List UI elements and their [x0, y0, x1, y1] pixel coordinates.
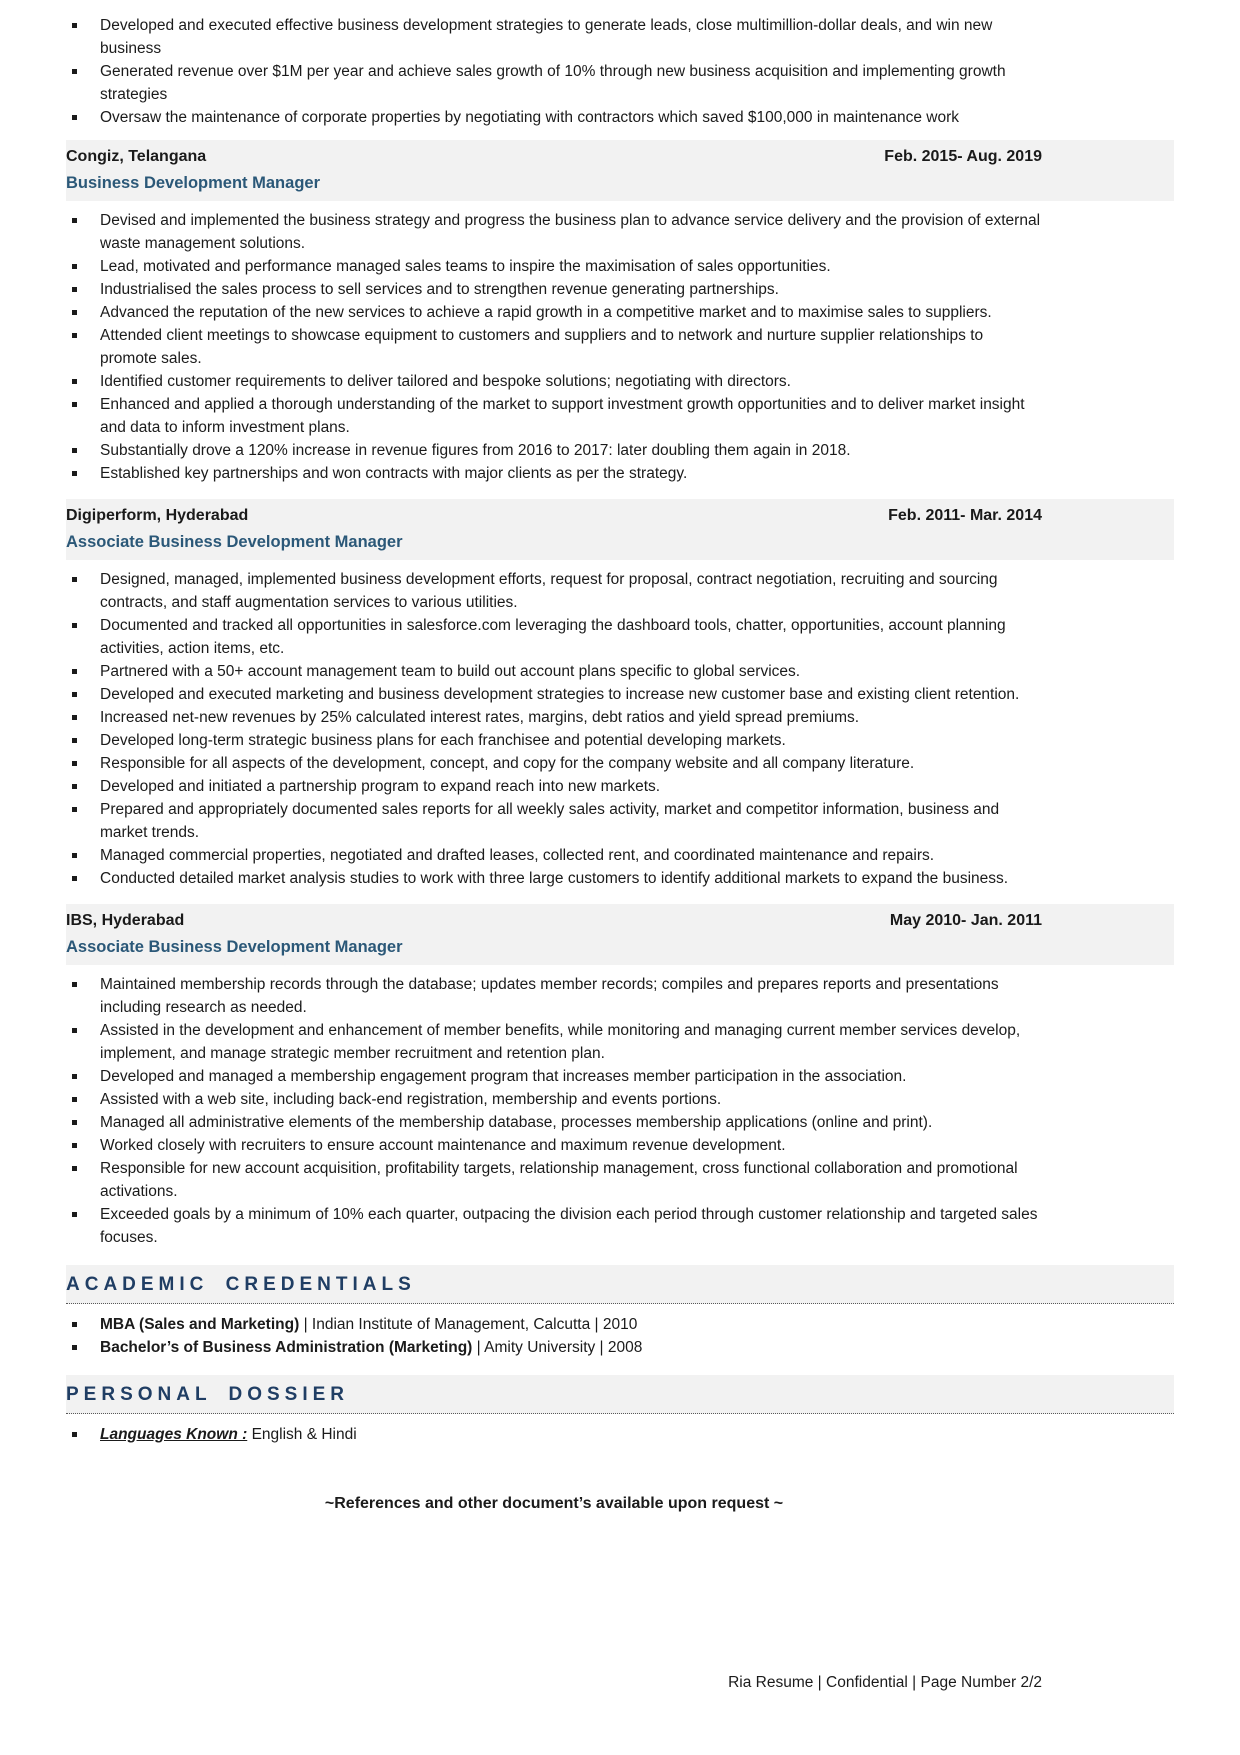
job-dates: Feb. 2015- Aug. 2019 [884, 148, 1042, 165]
bullet-square-icon [72, 379, 77, 384]
bullet-square-icon [72, 761, 77, 766]
job-header-row [66, 146, 1174, 168]
bullet-text: Established key partnerships and won contracts with major clients as per the strategy. [100, 465, 688, 482]
bullet-item [66, 568, 1042, 614]
job-title: Associate Business Development Manager [66, 938, 403, 956]
bullet-item [66, 844, 1042, 867]
bullet-square-icon [72, 69, 77, 74]
credential-item [66, 1313, 1042, 1336]
bullet-text: Developed and executed effective business development strategies to generate leads, close multimillion-dollar deals, and win new business [100, 17, 993, 57]
bullet-square-icon [72, 1143, 77, 1148]
company-name: IBS, Hyderabad [66, 912, 185, 929]
bullet-item [66, 209, 1042, 255]
bullet-item [66, 1203, 1042, 1249]
bullet-text: Designed, managed, implemented business development efforts, request for proposal, contract negotiation, recruiting and sourcing contracts, and staff augmentation services to various utilities. [100, 571, 998, 611]
bullet-item [66, 1134, 1042, 1157]
bullet-text: Developed long-term strategic business plans for each franchisee and potential developing markets. [100, 732, 786, 749]
bullet-square-icon [72, 692, 77, 697]
bullet-square-icon [72, 715, 77, 720]
bullet-item [66, 462, 1042, 485]
bullet-square-icon [72, 115, 77, 120]
bullet-text: Documented and tracked all opportunities in salesforce.com leveraging the dashboard tools, chatter, opportunities, account planning activities, action items, etc. [100, 617, 1006, 657]
bullet-text: Identified customer requirements to deliver tailored and bespoke solutions; negotiating with directors. [100, 373, 791, 390]
bullet-square-icon [72, 264, 77, 269]
bullet-item [66, 278, 1042, 301]
bullet-text: Enhanced and applied a thorough understanding of the market to support investment growth opportunities and to deliver market insight and data to inform investment plans. [100, 396, 1025, 436]
bullet-item [66, 393, 1042, 439]
bullet-square-icon [72, 669, 77, 674]
bullet-square-icon [72, 1028, 77, 1033]
bullet-item [66, 614, 1042, 660]
bullet-item [66, 660, 1042, 683]
degree-details: | Indian Institute of Management, Calcutta | 2010 [303, 1316, 638, 1333]
dossier-list [66, 1423, 1042, 1446]
bullet-item [66, 1157, 1042, 1203]
job-bullet-list [66, 973, 1042, 1249]
bullet-item [66, 1088, 1042, 1111]
credential-text [100, 1316, 637, 1333]
bullet-square-icon [72, 218, 77, 223]
job-title: Associate Business Development Manager [66, 533, 403, 551]
bullet-square-icon [72, 402, 77, 407]
bullet-item [66, 106, 1042, 129]
credential-text [100, 1339, 642, 1356]
bullet-text: Conducted detailed market analysis studies to work with three large customers to identify additional markets to expand the business. [100, 870, 1009, 887]
bullet-item [66, 255, 1042, 278]
bullet-square-icon [72, 876, 77, 881]
bullet-text: Lead, motivated and performance managed sales teams to inspire the maximisation of sales opportunities. [100, 258, 831, 275]
bullet-text: Developed and initiated a partnership program to expand reach into new markets. [100, 778, 661, 795]
bullet-square-icon [72, 448, 77, 453]
bullet-item [66, 324, 1042, 370]
job-header [66, 499, 1174, 560]
bullet-square-icon [72, 287, 77, 292]
job-header [66, 140, 1174, 201]
bullet-text: Assisted in the development and enhancement of member benefits, while monitoring and managing current member services develop, implement, and manage strategic member recruitment and retention plan. [100, 1022, 1021, 1062]
bullet-square-icon [72, 1345, 77, 1350]
bullet-item [66, 683, 1042, 706]
job-title: Business Development Manager [66, 174, 320, 192]
job-bullet-list [66, 209, 1042, 485]
bullet-item [66, 14, 1042, 60]
bullet-text: Partnered with a 50+ account management team to build out account plans specific to global services. [100, 663, 801, 680]
bullet-square-icon [72, 23, 77, 28]
bullet-item [66, 729, 1042, 752]
bullet-text: Increased net-new revenues by 25% calculated interest rates, margins, debt ratios and yield spread premiums. [100, 709, 860, 726]
bullet-square-icon [72, 807, 77, 812]
bullet-square-icon [72, 1432, 77, 1437]
bullet-text: Managed commercial properties, negotiated and drafted leases, collected rent, and coordinated maintenance and repairs. [100, 847, 935, 864]
degree-details: | Amity University | 2008 [476, 1339, 643, 1356]
bullet-text: Devised and implemented the business strategy and progress the business plan to advance service delivery and the provision of external waste management solutions. [100, 212, 1041, 252]
bullet-item [66, 439, 1042, 462]
bullet-square-icon [72, 1120, 77, 1125]
company-name: Congiz, Telangana [66, 148, 207, 165]
bullet-square-icon [72, 310, 77, 315]
bullet-square-icon [72, 1322, 77, 1327]
company-name: Digiperform, Hyderabad [66, 507, 249, 524]
bullet-item [66, 370, 1042, 393]
bullet-text: Oversaw the maintenance of corporate properties by negotiating with contractors which saved $100,000 in maintenance work [100, 109, 960, 126]
bullet-item [66, 1019, 1042, 1065]
degree-name: Bachelor’s of Business Administration (Marketing) [100, 1339, 473, 1356]
bullet-text: Responsible for new account acquisition, profitability targets, relationship management, cross functional collaboration and promotional activations. [100, 1160, 1018, 1200]
bullet-item [66, 1065, 1042, 1088]
bullet-text: Prepared and appropriately documented sales reports for all weekly sales activity, market and competitor information, business and market trends. [100, 801, 1000, 841]
bullet-square-icon [72, 577, 77, 582]
bullet-item [66, 1111, 1042, 1134]
bullet-square-icon [72, 1097, 77, 1102]
bullet-item [66, 706, 1042, 729]
job-section-digiperform [66, 499, 1174, 890]
bullet-text: Assisted with a web site, including back-end registration, membership and events portions. [100, 1091, 722, 1108]
bullet-square-icon [72, 982, 77, 987]
bullet-item [66, 798, 1042, 844]
job-section-congiz [66, 140, 1174, 485]
languages-label: Languages Known : [100, 1426, 248, 1443]
page-footer: Ria Resume | Confidential | Page Number 2/2 [728, 1674, 1042, 1691]
credential-item [66, 1336, 1042, 1359]
bullet-text: Developed and executed marketing and business development strategies to increase new customer base and existing client retention. [100, 686, 1020, 703]
bullet-square-icon [72, 471, 77, 476]
bullet-text: Responsible for all aspects of the development, concept, and copy for the company website and all company literature. [100, 755, 915, 772]
bullet-square-icon [72, 853, 77, 858]
dossier-item [66, 1423, 1042, 1446]
bullet-text: Generated revenue over $1M per year and achieve sales growth of 10% through new business acquisition and implementing growth strategies [100, 63, 1006, 103]
bullet-item [66, 60, 1042, 106]
job-header [66, 904, 1174, 965]
bullet-square-icon [72, 1074, 77, 1079]
bullet-square-icon [72, 1212, 77, 1217]
bullet-text: Substantially drove a 120% increase in revenue figures from 2016 to 2017: later doubling them again in 2018. [100, 442, 851, 459]
bullet-square-icon [72, 738, 77, 743]
bullet-item [66, 752, 1042, 775]
bullet-item [66, 973, 1042, 1019]
job-dates: May 2010- Jan. 2011 [889, 912, 1042, 929]
bullet-item [66, 301, 1042, 324]
degree-name: MBA (Sales and Marketing) [100, 1316, 300, 1333]
bullet-text: Managed all administrative elements of the membership database, processes membership applications (online and print). [100, 1114, 933, 1131]
section-heading-academic: ACADEMIC CREDENTIALS [66, 1265, 1174, 1304]
bullet-square-icon [72, 623, 77, 628]
job-dates: Feb. 2011- Mar. 2014 [888, 507, 1042, 524]
dossier-text [100, 1426, 357, 1443]
bullet-text: Worked closely with recruiters to ensure account maintenance and maximum revenue development. [100, 1137, 786, 1154]
bullet-item [66, 775, 1042, 798]
languages-value: English & Hindi [251, 1426, 357, 1443]
bullet-text: Exceeded goals by a minimum of 10% each quarter, outpacing the division each period through customer relationship and targeted sales focuses. [100, 1206, 1038, 1246]
bullet-square-icon [72, 784, 77, 789]
bullet-text: Industrialised the sales process to sell services and to strengthen revenue generating partnerships. [100, 281, 779, 298]
job-bullet-list [66, 568, 1042, 890]
bullet-text: Maintained membership records through the database; updates member records; compiles and prepares reports and presentations including research as needed. [100, 976, 999, 1016]
bullet-text: Attended client meetings to showcase equipment to customers and suppliers and to network and nurture supplier relationships to promote sales. [100, 327, 984, 367]
bullet-square-icon [72, 1166, 77, 1171]
intro-bullet-list [66, 14, 1042, 129]
references-note: ~References and other document’s available upon request ~ [324, 1495, 784, 1512]
academic-credentials-section [66, 1265, 1174, 1359]
job-section-ibs [66, 904, 1174, 1249]
bullet-text: Advanced the reputation of the new services to achieve a rapid growth in a competitive market and to maximise sales to suppliers. [100, 304, 992, 321]
job-header-row [66, 910, 1174, 932]
personal-dossier-section [66, 1375, 1174, 1446]
bullet-text: Developed and managed a membership engagement program that increases member participation in the association. [100, 1068, 907, 1085]
bullet-square-icon [72, 333, 77, 338]
bullet-item [66, 867, 1042, 890]
job-header-row [66, 505, 1174, 527]
credentials-list [66, 1313, 1042, 1359]
section-heading-personal: PERSONAL DOSSIER [66, 1375, 1174, 1414]
